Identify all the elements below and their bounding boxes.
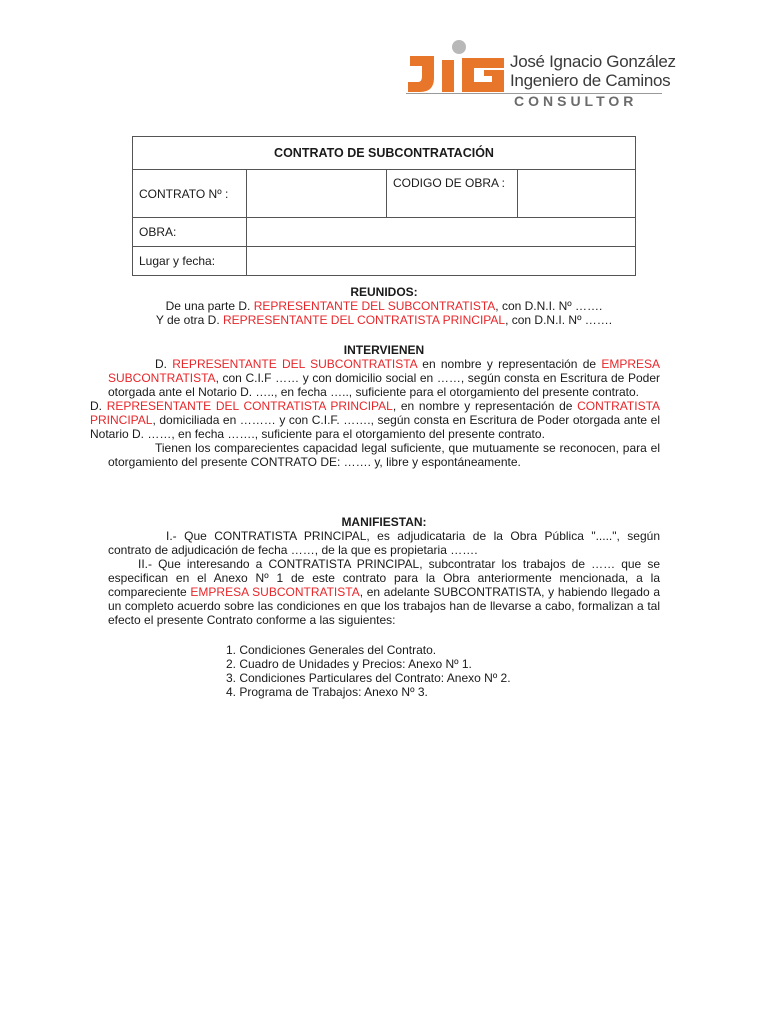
codigo-obra-label: CODIGO DE OBRA : <box>387 170 518 218</box>
list-item: 3. Condiciones Particulares del Contrato: Anexo Nº 2. <box>226 671 511 685</box>
lugar-fecha-label: Lugar y fecha: <box>133 247 247 276</box>
logo-name-line1: José Ignacio González <box>510 52 676 71</box>
intervienen-p2-pre: D. <box>90 399 107 413</box>
reunidos-heading: REUNIDOS: <box>350 285 418 299</box>
list-item: 2. Cuadro de Unidades y Precios: Anexo Nº 1. <box>226 657 472 671</box>
list-item: 4. Programa de Trabajos: Anexo Nº 3. <box>226 685 428 699</box>
reunidos-line1-post: , con D.N.I. Nº ……. <box>495 299 603 313</box>
intervienen-p2-post: , domiciliada en ……… y con C.I.F. ……., según consta en Escritura de Poder otorgada ante el Notario D. ……, en fecha ……., suficiente para el otorgamiento del presente contrato. <box>90 413 660 441</box>
reunidos-line2-red: REPRESENTANTE DEL CONTRATISTA PRINCIPAL <box>223 313 506 327</box>
manifiestan-p2-red: EMPRESA SUBCONTRATISTA <box>190 585 360 599</box>
reunidos-section <box>108 285 660 327</box>
manifiestan-p2-post: , en adelante SUBCONTRATISTA, y habiendo llegado a un completo acuerdo sobre las condiciones en que los trabajos han de llevarse a cabo, formalizan a tal efecto el presente Contrato conforme a las siguientes: <box>108 585 661 627</box>
manifiestan-p2-pre: II.- Que interesando a CONTRATISTA PRINCIPAL, subcontratar los trabajos de …… que se especifican en el Anexo Nº 1 de este contrato para la Obra anteriormente mencionada, a la compareciente <box>108 557 660 599</box>
contract-title: CONTRATO DE SUBCONTRATACIÓN <box>133 137 636 170</box>
intervienen-p1-red2: EMPRESA SUBCONTRATISTA <box>108 357 660 385</box>
conditions-list <box>226 643 511 699</box>
intervienen-p1-mid: en nombre y representación de <box>417 357 602 371</box>
intervienen-p1-red1: REPRESENTANTE DEL SUBCONTRATISTA <box>172 357 418 371</box>
contrato-value-field[interactable] <box>247 170 387 218</box>
manifiestan-section <box>108 515 660 627</box>
contrato-label: CONTRATO Nº : <box>133 170 247 218</box>
intervienen-p1-post: , con C.I.F …… y con domicilio social en ……, según consta en Escritura de Poder otorgada ante el Notario D. ….., en fecha ….., suficiente para el otorgamiento del presente contrato. <box>108 371 660 399</box>
list-item: 1. Condiciones Generales del Contrato. <box>226 643 437 657</box>
company-logo <box>404 38 676 114</box>
reunidos-line2-post: , con D.N.I. Nº ……. <box>505 313 613 327</box>
logo-tagline: CONSULTOR <box>514 93 638 109</box>
obra-value-field[interactable] <box>247 218 636 247</box>
contract-header-table <box>132 136 636 276</box>
jig-logo-icon <box>404 38 514 98</box>
obra-label: OBRA: <box>133 218 247 247</box>
intervienen-paragraph-1 <box>108 357 660 399</box>
manifiestan-paragraph-1: I.- Que CONTRATISTA PRINCIPAL, es adjudicataria de la Obra Pública ".....", según contrato de adjudicación de fecha ……, de la que es propietaria ……. <box>108 529 660 557</box>
manifiestan-heading: MANIFIESTAN: <box>341 515 427 529</box>
reunidos-line1-pre: De una parte D. <box>165 299 254 313</box>
reunidos-line2 <box>108 313 660 327</box>
reunidos-line1 <box>108 299 660 313</box>
manifiestan-paragraph-2 <box>108 557 660 627</box>
intervienen-p2-red1: REPRESENTANTE DEL CONTRATISTA PRINCIPAL <box>106 399 393 413</box>
codigo-obra-value-field[interactable] <box>518 170 636 218</box>
intervienen-heading: INTERVIENEN <box>343 343 425 357</box>
lugar-fecha-value-field[interactable] <box>247 247 636 276</box>
reunidos-line1-red: REPRESENTANTE DEL SUBCONTRATISTA <box>253 299 496 313</box>
intervienen-p1-pre: D. <box>155 357 173 371</box>
intervienen-section <box>90 343 661 469</box>
intervienen-p2-red2: CONTRATISTA PRINCIPAL <box>90 399 661 427</box>
intervienen-paragraph-2 <box>90 399 660 441</box>
intervienen-p2-mid: , en nombre y representación de <box>392 399 578 413</box>
logo-name-line2: Ingeniero de Caminos <box>510 71 671 90</box>
reunidos-line2-pre: Y de otra D. <box>155 313 224 327</box>
intervienen-paragraph-3: Tienen los comparecientes capacidad legal suficiente, que mutuamente se reconocen, para el otorgamiento del presente CONTRATO DE: ……. y, libre y espontáneamente. <box>108 441 660 469</box>
